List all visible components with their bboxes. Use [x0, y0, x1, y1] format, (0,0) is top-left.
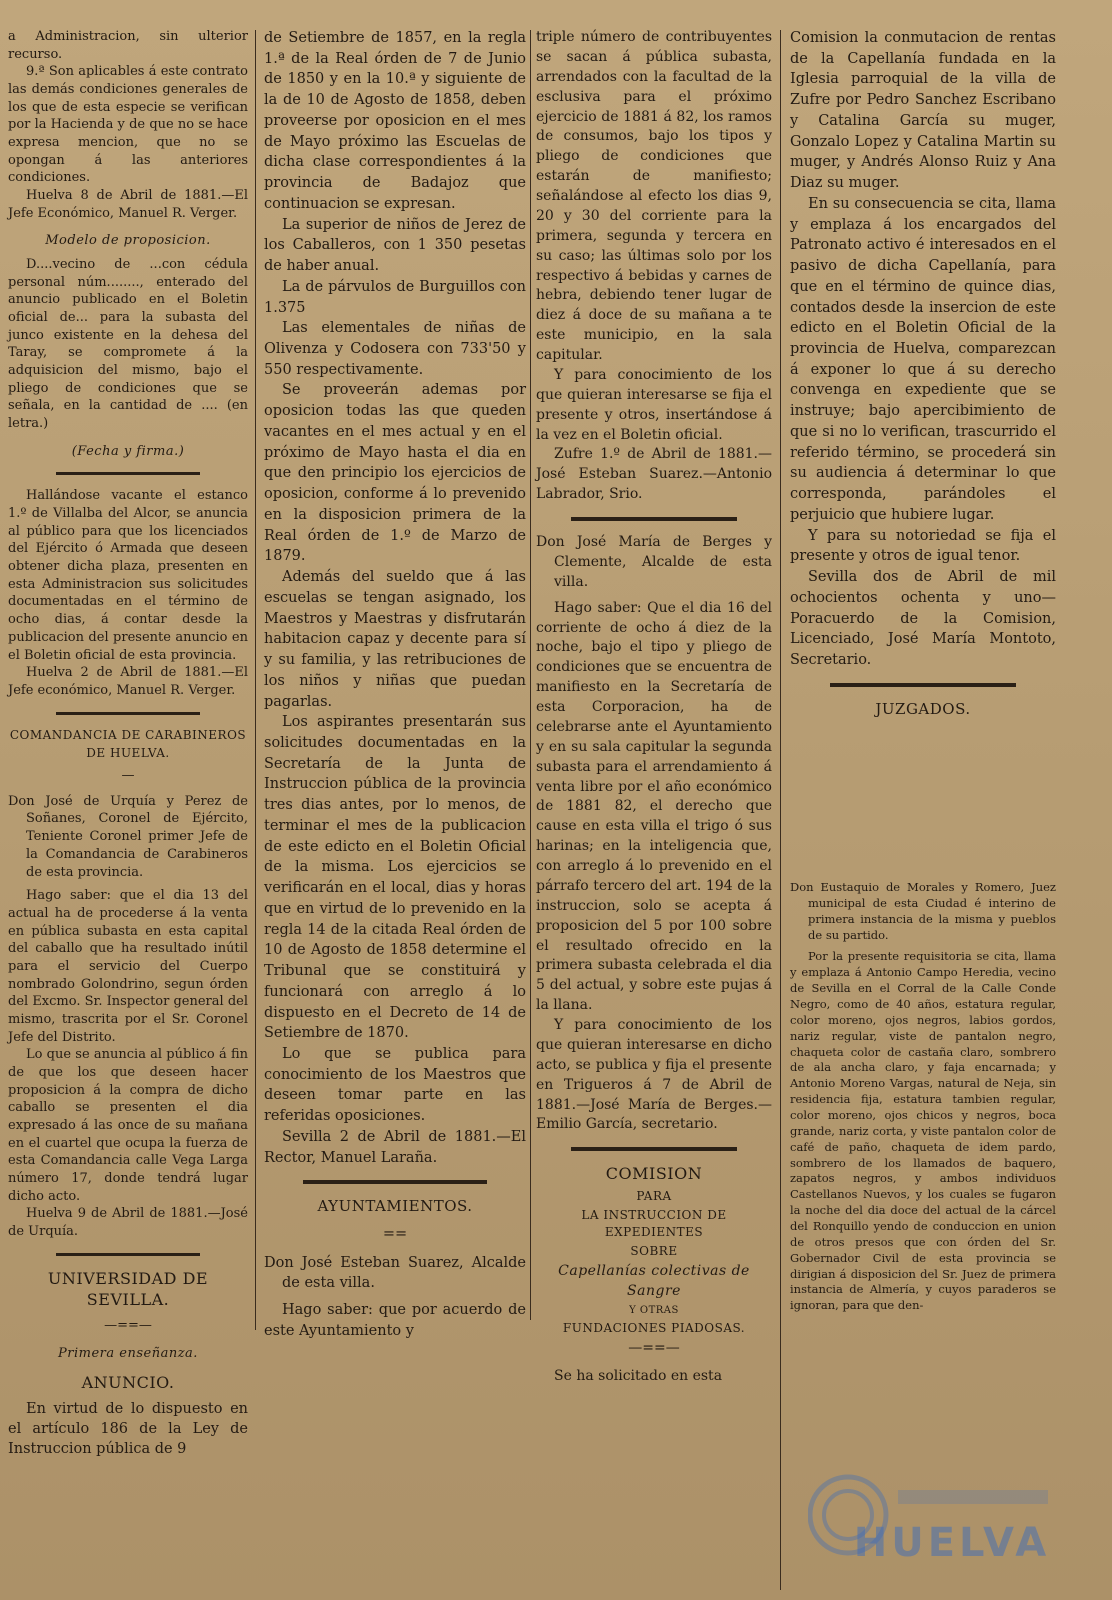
signature-line: Sevilla 2 de Abril de 1881.—El Rector, Manuel Laraña.	[264, 1128, 526, 1166]
section-heading-line: LA INSTRUCCION DE EXPEDIENTES	[581, 1208, 727, 1240]
paragraph: Hago saber: Que el dia 16 del corriente de ocho á diez de la noche, bajo el tipo y pliego de condiciones que se encuentra de manifiesto en la Secretaría de esta Corporacion, ha de celebrarse ante el Ayuntamiento y en su sala capitular la segunda subasta para el arrendamiento á venta libre por el año económico de 1881 82, el derecho que cause en esta villa el trigo ó sus harinas; en la inteligencia que, con arreglo á lo prevenido en el párrafo tercero del art. 194 de la instruccion, solo se acepta á proposicion del 5 por 100 sobre el resultado ofrecido en la primera subasta celebrada el dia 5 del actual, y sobre este pujas á la llana.	[536, 599, 772, 1014]
paragraph: Hago saber: que por acuerdo de este Ayuntamiento y	[264, 1302, 526, 1339]
paragraph: En virtud de lo dispuesto en el artículo 186 de la Ley de Instruccion pública de 9	[8, 1401, 248, 1457]
section-heading-line: PARA	[636, 1188, 672, 1203]
column-4-lower	[790, 880, 1056, 1314]
paragraph: Por la presente requisitoria se cita, llama y emplaza á Antonio Campo Heredia, vecino de Sevilla en el Corral de la Calle Conde Negro, como de 40 años, estatura regular, color moreno, ojos negros, labios gordos, nariz regular, viste de pantalon negro, chaqueta color de castaña claro, sombrero de ala ancha claro, y faja encarnada; y Antonio Moreno Vargas, natural de Neja, sin residencia fija, estatura tambien regular, color moreno, ojos chicos y negros, boca grande, nariz corta, y viste pantalon color de café de paño, chaqueta de idem pardo, sombrero de los llamados de baquero, zapatos negros, y ambos individuos Castellanos Nuevos, y los cuales se fugaron la noche del dia doce del actual de la cárcel del Ronquillo yendo de conduccion en union de otros presos que con órden del Sr. Gobernador Civil de esta provincia se dirigian á disposicion del Sr. Juez de primera instancia de Almería, y cuyos paraderos se ignoran, para que den-	[790, 949, 1056, 1313]
section-rule	[830, 683, 1016, 687]
paragraph: Don José de Urquía y Perez de Soñanes, Coronel de Ejército, Teniente Coronel primer Jefe de la Comandancia de Carabineros de esta provincia.	[8, 793, 248, 880]
section-rule	[56, 712, 200, 715]
paragraph: Don José María de Berges y Clemente, Alcalde de esta villa.	[536, 534, 772, 590]
column-1	[8, 28, 248, 1459]
paragraph: Don Eustaquio de Morales y Romero, Juez municipal de esta Ciudad é interino de primera instancia de la misma y pueblos de su partido.	[790, 880, 1056, 942]
column-2	[264, 28, 526, 1342]
column-divider	[530, 30, 531, 1320]
paragraph: Sevilla dos de Abril de mil ochocientos ochenta y uno—Poracuerdo de la Comision, Licenciado, José María Montoto, Secretario.	[790, 569, 1056, 669]
ornament-dash: —==—	[628, 1340, 680, 1357]
ornament-dash: ==	[382, 1225, 408, 1242]
paragraph: Don José Esteban Suarez, Alcalde de esta villa.	[264, 1254, 526, 1292]
paragraph: Y para conocimiento de los que quieran interesarse se fija el presente y otros, insertándose á la vez en el Boletin oficial.	[536, 366, 772, 443]
section-rule	[56, 472, 200, 475]
paragraph: Lo que se anuncia al público á fin de que los que deseen hacer proposicion á la compra de dicho caballo se presenten el dia expresado á las once de su mañana en el cuartel que ocupa la fuerza de esta Comandancia calle Vega Larga número 17, donde tendrá lugar dicho acto.	[8, 1047, 248, 1204]
section-rule	[303, 1180, 486, 1184]
paragraph: Los aspirantes presentarán sus solicitudes documentadas en la Secretaría de la Junta de Instruccion pública de la provincia tres dias antes, por lo menos, de terminar el mes de la publicacion de este edicto en el Boletin Oficial de la misma. Los ejercicios se verificarán en el local, dias y horas que en virtud de lo prevenido en la regla 14 de la citada Real órden de 10 de Agosto de 1858 determine el Tribunal que se constituirá y funcionará con arreglo á lo dispuesto en el Decreto de 14 de Setiembre de 1870.	[264, 714, 526, 1042]
section-subheading: DE HUELVA.	[86, 745, 170, 760]
signature-line: Huelva 8 de Abril de 1881.—El Jefe Económico, Manuel R. Verger.	[8, 188, 248, 221]
paragraph: de Setiembre de 1857, en la regla 1.ª de la Real órden de 7 de Junio de 1850 y en la 10.ª y siguiente de la de 10 de Agosto de 1858, deben proveerse por oposicion en el mes de Mayo próximo las Escuelas de dicha clase correspondientes á la provincia de Badajoz que continuacion se expresan.	[264, 30, 526, 212]
paragraph: a Administracion, sin ulterior recurso.	[8, 29, 248, 62]
signature-line: Huelva 9 de Abril de 1881.—José de Urquía.	[8, 1206, 248, 1239]
column-3	[536, 28, 772, 1387]
paragraph: En su consecuencia se cita, llama y emplaza á los encargados del Patronato activo é interesados en el pasivo de dicha Capellanía, para que en el término de quince dias, contados desde la insercion de este edicto en el Boletin Oficial de la provincia de Huelva, comparezcan á exponer lo que á su derecho convenga en expediente que se instruye; bajo apercibimiento de que si no lo verifican, trascurrido el referido término, se procederá sin su audiencia á determinar lo que corresponda, parándoles el perjuicio que hubiere lugar.	[790, 195, 1056, 523]
column-divider	[255, 30, 256, 1330]
stamp-wordmark: HUELVA	[853, 1520, 1051, 1566]
paragraph: triple número de contribuyentes se sacan á pública subasta, arrendados con la facultad de la esclusiva para el próximo ejercicio de 1881 á 82, los ramos de consumos, bajo los tipos y pliego de condiciones que estarán de manifiesto; señalándose al efecto los dias 9, 20 y 30 del corriente para la primera, segunda y tercera en su caso; las últimas solo por los respectivo á bebidas y carnes de hebra, debiendo tener lugar de diez á doce de su mañana a te este municipio, en la sala capitular.	[536, 29, 772, 363]
section-heading: UNIVERSIDAD DE SEVILLA.	[47, 1268, 209, 1310]
section-rule	[56, 1253, 200, 1256]
section-heading-line: SOBRE	[630, 1244, 678, 1259]
column-4	[790, 28, 1056, 726]
paragraph: Hallándose vacante el estanco 1.º de Villalba del Alcor, se anuncia al público para que los licenciados del Ejército ó Armada que deseen obtener dicha plaza, presenten en esta Administracion sus solicitudes documentadas en el término de ocho dias, á contar desde la publicacion del presente anuncio en el Boletin oficial de esta provincia.	[8, 488, 248, 663]
ornament-dash: —==—	[104, 1318, 152, 1334]
section-heading: JUZGADOS.	[875, 699, 971, 718]
section-heading: Modelo de proposicion.	[45, 233, 211, 249]
section-rule	[571, 1147, 736, 1151]
column-divider	[780, 30, 781, 1590]
paragraph: Además del sueldo que á las escuelas se tengan asignado, los Maestros y Maestras y disfrutarán habitacion capaz y decente para sí y su familia, y las retribuciones de los niños y niñas que puedan pagarlas.	[264, 569, 526, 710]
paragraph: Lo que se publica para conocimiento de los Maestros que deseen tomar parte en las referidas oposiciones.	[264, 1045, 526, 1125]
section-heading-line: FUNDACIONES PIADOSAS.	[562, 1321, 746, 1336]
ornament-dash: —	[121, 768, 135, 784]
paragraph: Se ha solicitado en esta	[554, 1367, 723, 1384]
paragraph: La de párvulos de Burguillos con 1.375	[264, 278, 526, 316]
signature-line: Zufre 1.º de Abril de 1881.—José Esteban Suarez.—Antonio Labrador, Srio.	[536, 446, 772, 503]
paragraph: D....vecino de ...con cédula personal núm........, enterado del anuncio publicado en el Boletin oficial de... para la subasta del junco existente en la dehesa del Taray, se compromete á la adquisicion del mismo, bajo el pliego de condiciones que se señala, en la cantidad de .... (en letra.)	[8, 257, 248, 432]
paragraph: Y para conocimiento de los que quieran interesarse en dicho acto, se publica y fija el presente en Trigueros á 7 de Abril de 1881.—José María de Berges.—Emilio García, secretario.	[536, 1017, 772, 1133]
section-heading-line: Y OTRAS	[629, 1304, 679, 1316]
paragraph: Hago saber: que el dia 13 del actual ha de procederse á la venta en pública subasta en esta capital del caballo que ha resultado inútil para el servicio del Cuerpo nombrado Golondrino, segun órden del Excmo. Sr. Inspector general del mismo, trascrita por el Sr. Coronel Jefe del Distrito.	[8, 888, 248, 1045]
paragraph: Se proveerán ademas por oposicion todas las que queden vacantes en el mes actual y en el próximo de Mayo hasta el dia en que den principio los ejercicios de oposicion, conforme á lo prevenido en la disposicion primera de la Real órden de 1.º de Marzo de 1879.	[264, 382, 526, 565]
paragraph: La superior de niños de Jerez de los Caballeros, con 1 350 pesetas de haber anual.	[264, 216, 526, 275]
paragraph: Las elementales de niñas de Olivenza y Codosera con 733'50 y 550 respectivamente.	[264, 320, 526, 378]
section-rule	[571, 517, 736, 521]
signature-line: Huelva 2 de Abril de 1881.—El Jefe económico, Manuel R. Verger.	[8, 665, 248, 698]
section-heading: AYUNTAMIENTOS.	[317, 1197, 473, 1216]
section-heading: COMANDANCIA DE CARABINEROS	[9, 727, 247, 742]
section-heading: ANUNCIO.	[81, 1373, 175, 1393]
date-signature-placeholder: (Fecha y firma.)	[71, 443, 185, 459]
section-heading: COMISION	[605, 1164, 703, 1184]
paragraph: Comision la conmutacion de rentas de la Capellanía fundada en la Iglesia parroquial de la villa de Zufre por Pedro Sanchez Escribano y Catalina García su muger, Gonzalo Lopez y Catalina Martin su muger, y Andrés Alonso Ruiz y Ana Diaz su muger.	[790, 30, 1056, 192]
paragraph: 9.ª Son aplicables á este contrato las demás condiciones generales de los que de esta especie se verifican por la Hacienda y de que no se hace expresa mencion, que no se opongan á las anteriores condiciones.	[8, 64, 248, 186]
section-subheading: Primera enseñanza.	[58, 1345, 198, 1361]
paragraph: Y para su notoriedad se fija el presente y otros de igual tenor.	[790, 527, 1056, 565]
section-heading-line: Capellanías colectivas de Sangre	[558, 1263, 750, 1299]
